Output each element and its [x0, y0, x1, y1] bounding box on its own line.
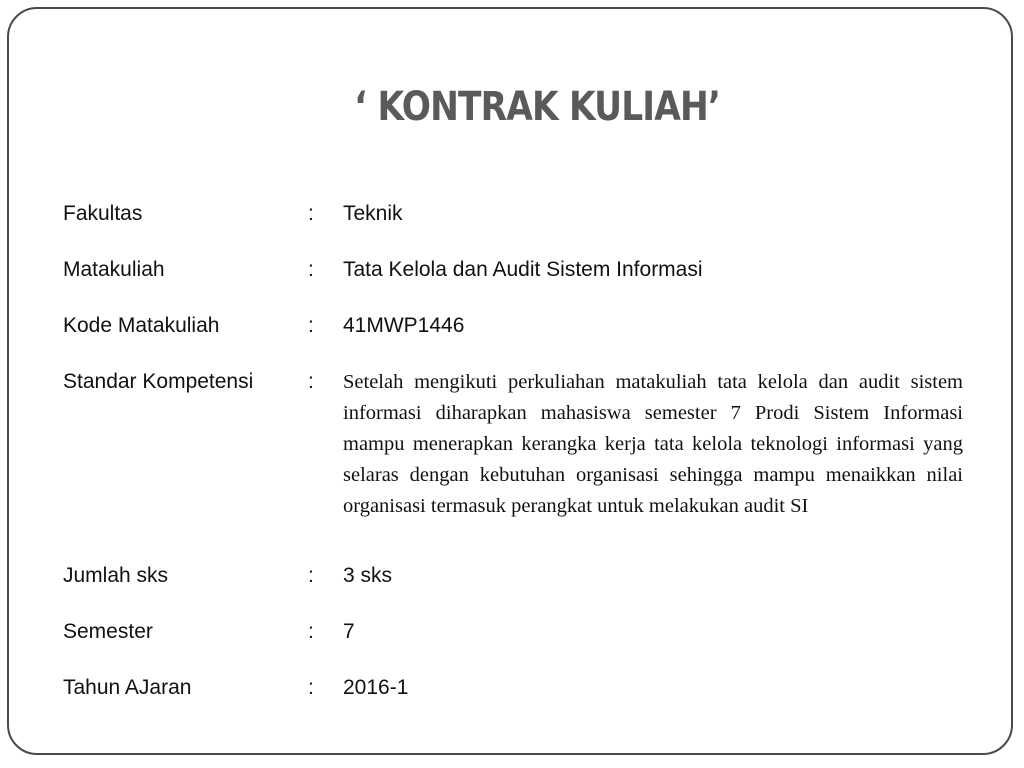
row-value: Tata Kelola dan Audit Sistem Informasi	[343, 258, 703, 281]
row-value-paragraph: Setelah mengikuti perkuliahan matakuliah tata kelola dan audit sistem informasi diharapkan mahasiswa semester 7 Prodi Sistem Informasi mampu menerapkan kerangka kerja tata kelola teknologi informasi yang selaras dengan kebutuhan organisasi sehingga mampu menaikkan nilai organisasi termasuk perangkat untuk melakukan audit SI	[343, 371, 963, 517]
row-label: Tahun AJaran	[63, 676, 192, 699]
row-value: 41MWP1446	[343, 314, 465, 337]
row-label: Jumlah sks	[63, 564, 169, 587]
row-colon: :	[308, 370, 314, 393]
row-value: Teknik	[343, 202, 403, 225]
row-colon: :	[308, 564, 314, 587]
row-colon: :	[308, 620, 314, 643]
row-value: 3 sks	[343, 564, 393, 587]
row-colon: :	[308, 676, 314, 699]
row-label: Kode Matakuliah	[63, 314, 220, 337]
row-value: 7	[343, 620, 355, 643]
row-label: Standar Kompetensi	[63, 370, 254, 393]
row-label: Semester	[63, 620, 153, 643]
slide-title: ‘ KONTRAK KULIAH’	[354, 84, 721, 130]
row-value: 2016-1	[343, 676, 409, 699]
row-colon: :	[308, 314, 314, 337]
row-colon: :	[308, 258, 314, 281]
row-colon: :	[308, 202, 314, 225]
row-label: Matakuliah	[63, 258, 165, 281]
row-label: Fakultas	[63, 202, 143, 225]
